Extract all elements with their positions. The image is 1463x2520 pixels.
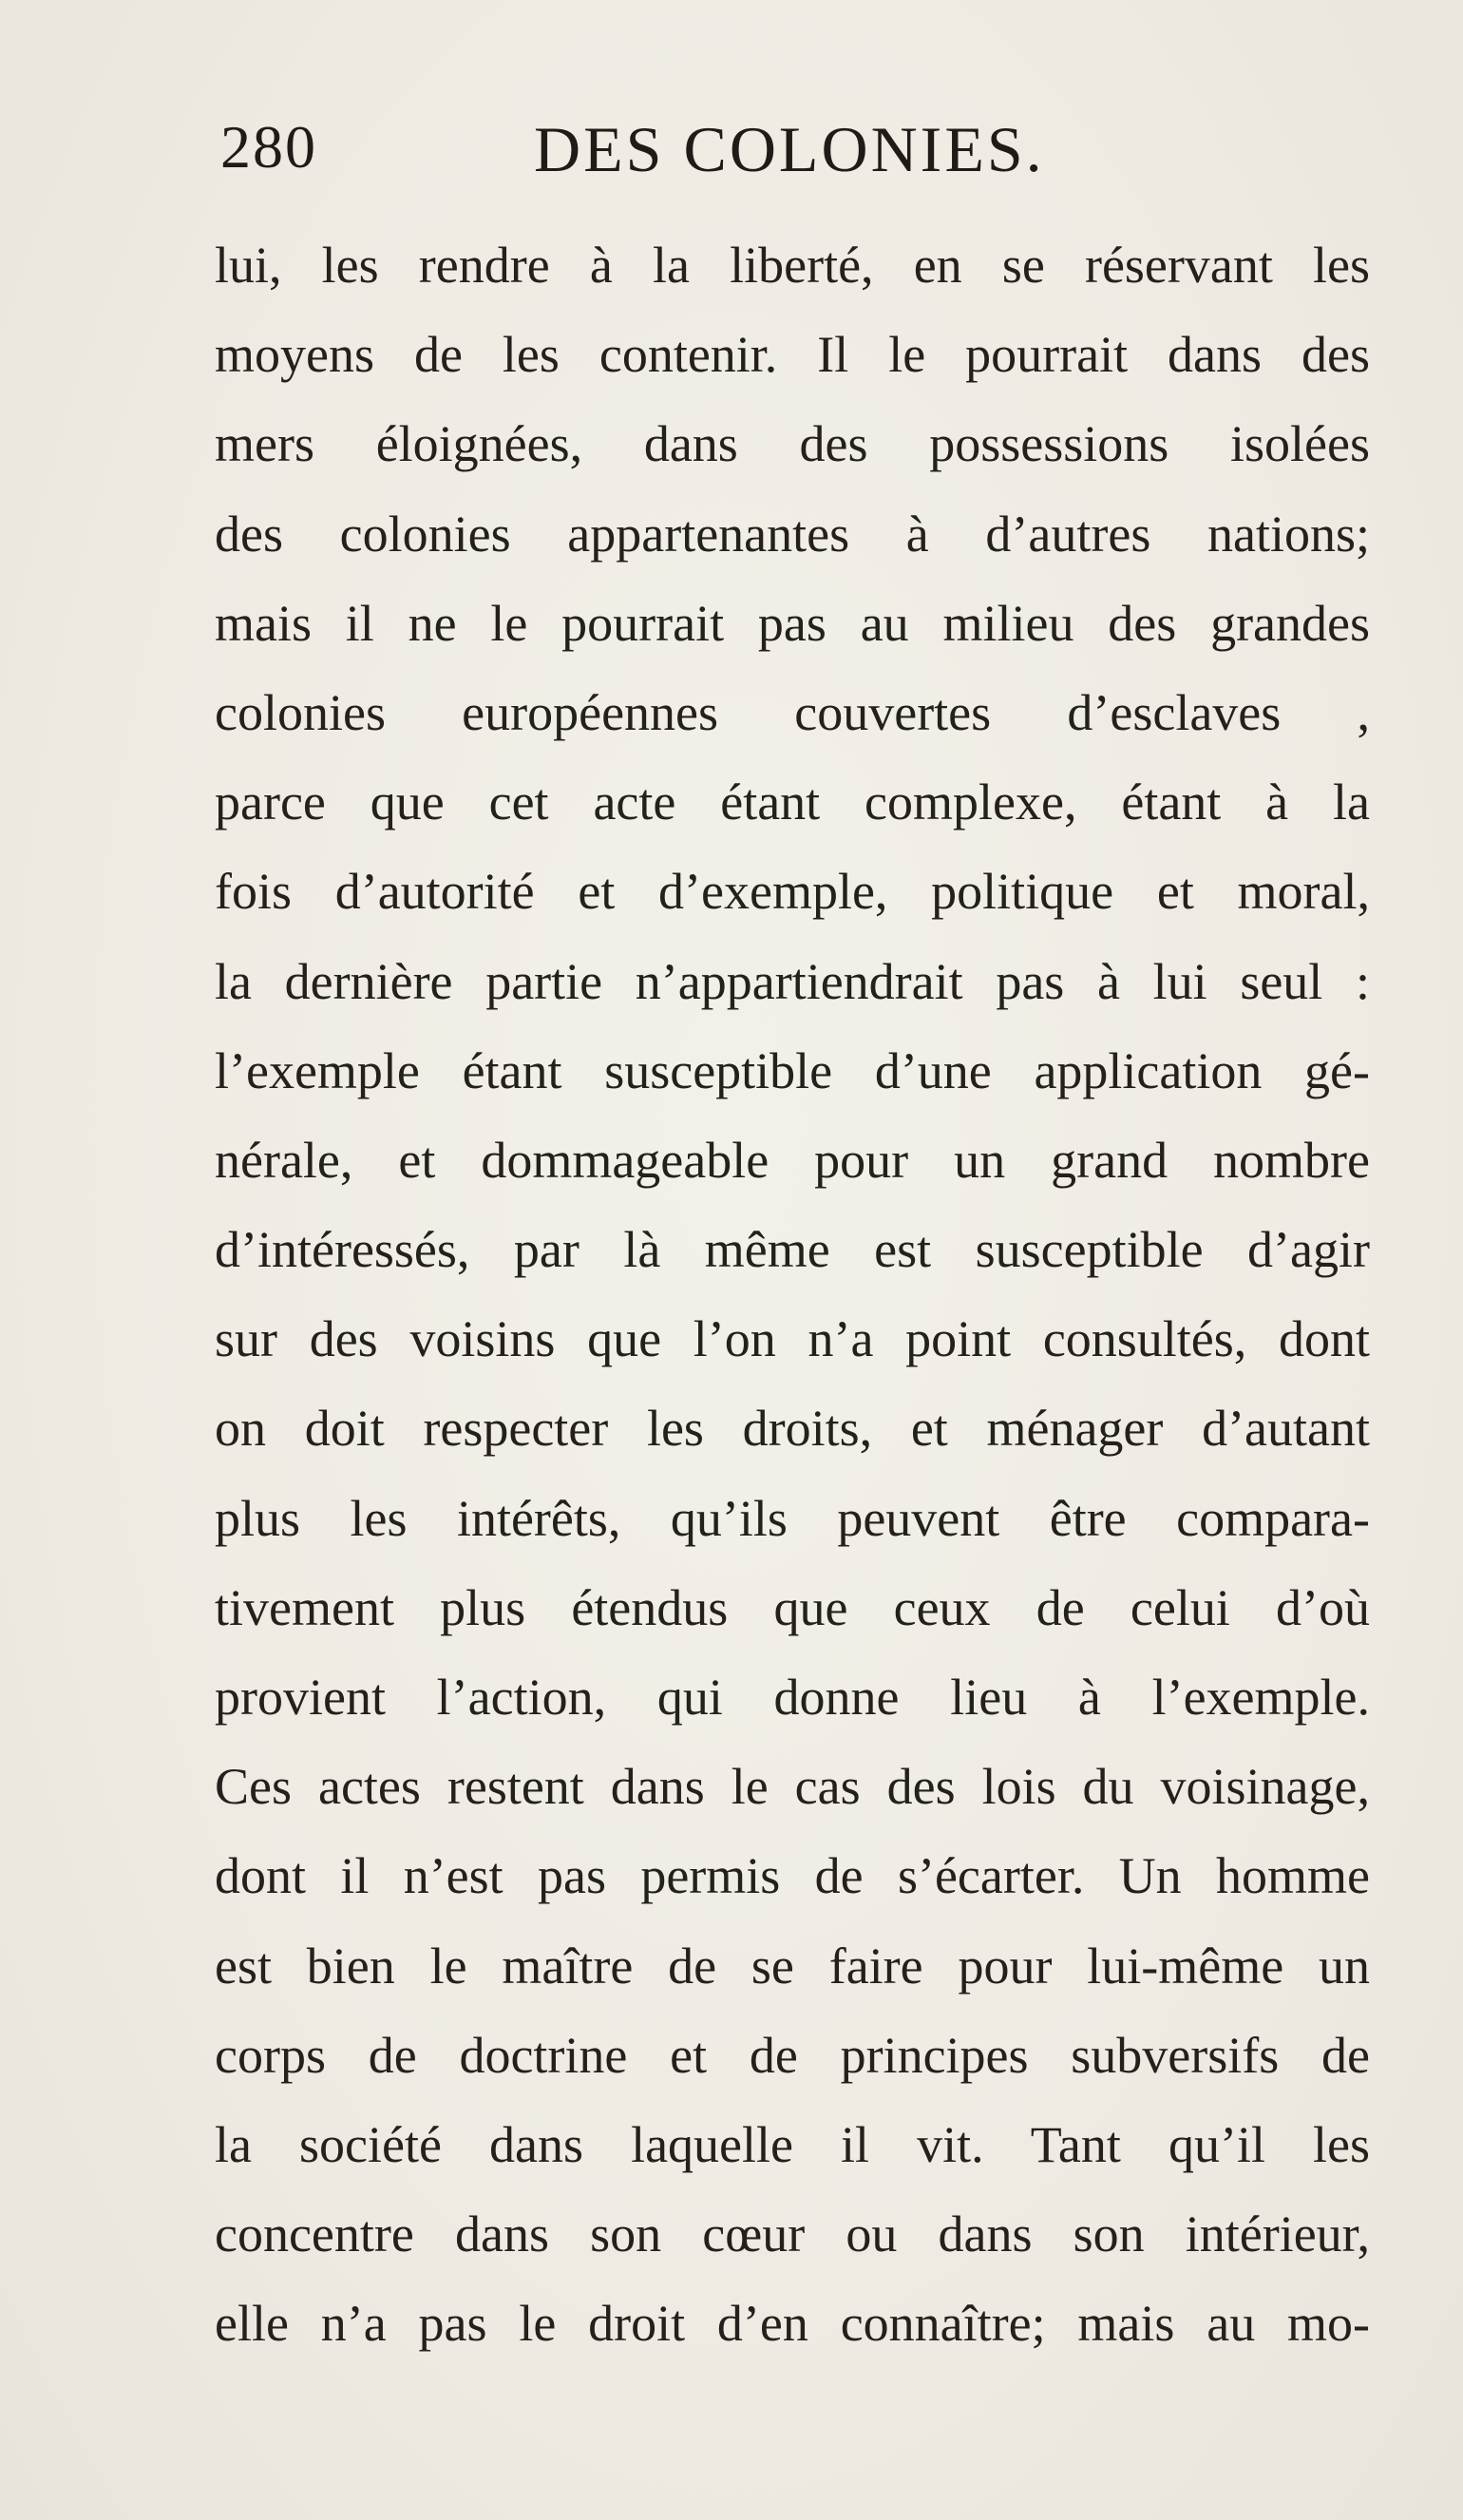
- body-text: [215, 220, 1370, 2369]
- text-line: d’intéressés, par là même est susceptible d’agir: [215, 1221, 1370, 1279]
- text-line: la dernière partie n’appartiendrait pas à lui seul :: [215, 952, 1370, 1010]
- text-line: mers éloignées, dans des possessions isolées: [215, 415, 1370, 473]
- page-header: [220, 112, 1360, 198]
- text-line: la société dans laquelle il vit. Tant qu’il les: [215, 2115, 1370, 2173]
- text-line: des colonies appartenantes à d’autres nations;: [215, 505, 1370, 563]
- running-title: DES COLONIES.: [534, 113, 1045, 185]
- text-line: colonies européennes couvertes d’esclaves ,: [215, 683, 1370, 741]
- text-line: concentre dans son cœur ou dans son intérieur,: [215, 2205, 1370, 2263]
- page-number: 280: [220, 113, 317, 181]
- text-line: nérale, et dommageable pour un grand nombre: [215, 1131, 1370, 1189]
- text-line: elle n’a pas le droit d’en connaître; mais au mo-: [215, 2295, 1370, 2353]
- text-line: tivement plus étendus que ceux de celui d’où: [215, 1578, 1370, 1636]
- text-line: fois d’autorité et d’exemple, politique et moral,: [215, 863, 1370, 921]
- text-line: on doit respecter les droits, et ménager d’autant: [215, 1400, 1370, 1458]
- text-line: moyens de les contenir. Il le pourrait dans des: [215, 326, 1370, 384]
- text-line: provient l’action, qui donne lieu à l’exemple.: [215, 1669, 1370, 1726]
- text-line: mais il ne le pourrait pas au milieu des grandes: [215, 594, 1370, 652]
- text-line: dont il n’est pas permis de s’écarter. Un homme: [215, 1847, 1370, 1905]
- text-line: sur des voisins que l’on n’a point consultés, dont: [215, 1310, 1370, 1368]
- text-line: Ces actes restent dans le cas des lois du voisinage,: [215, 1758, 1370, 1816]
- text-line: corps de doctrine et de principes subversifs de: [215, 2026, 1370, 2084]
- text-line: l’exemple étant susceptible d’une application gé-: [215, 1041, 1370, 1099]
- text-line: parce que cet acte étant complexe, étant à la: [215, 773, 1370, 831]
- text-line: plus les intérêts, qu’ils peuvent être compara-: [215, 1489, 1370, 1547]
- text-line: lui, les rendre à la liberté, en se réservant les: [215, 237, 1370, 294]
- text-line: est bien le maître de se faire pour lui-même un: [215, 1937, 1370, 1995]
